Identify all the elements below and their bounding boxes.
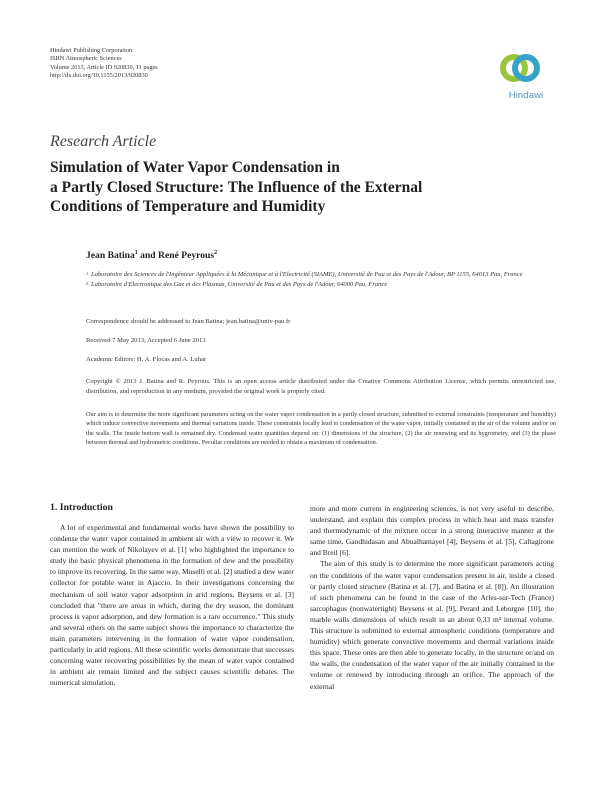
journal-name: ISRN Atmospheric Sciences	[50, 55, 122, 63]
paragraph: The aim of this study is to determine the more significant parameters acting on the conditions of the water vapor condensation present in air, inside a closed or partly closed structure (Batina et al. [7], and Batina et al. [8]). An illustration of such phenomena can be found in the case of the Arles-sur-Tech (France) sarcophagus (nonwatertight) Beysens et al. [9], Perard and Leborgne [10], the marble walls dimensions of which result in an about 0.33 m³ internal volume. This structure is submitted to external atmospheric conditions (temperature and humidity) which generate convective movements and thermal variations inside this space. These ones are then able to generate locally, in the structure or/and on the walls, the condensation of the water vapor of the air initially contained in the volume or renewed by introducing through an orifice. The approach of the external	[310, 559, 554, 691]
abstract: Our aim is to determine the more significant parameters acting on the water vapor condensation in a partly closed structure, submitted to external constraints (temperature and humidity) which induce convective movements and thermal variations inside. These constraints locally lead to condensation of the water vapor, initially contained in the air of the volume and/or on the walls. The inside bottom wall is remained dry. Condensed water quantities depend on: (1) dimensions of the structure, (2) the air renewing and its hygrometry, and (3) the phase between thermal and hydrometric conditions. Peculiar conditions are needed to obtain a maximum of condensation.	[86, 411, 556, 446]
affiliation-mark: 1	[86, 271, 89, 276]
title-line: Conditions of Temperature and Humidity	[50, 198, 326, 215]
affiliation-text: Laboratoire d'Electronique des Gaz et des Plasmas, Université de Pau et des Pays de l'Adour, 64000 Pau, France	[91, 280, 388, 288]
hindawi-logo-text: Hindawi	[508, 90, 544, 101]
paragraph: more and more current in engineering sciences, is not very useful to describe, understand, and explain this complex process in which heat and mass transfer and thermodynamic of the mixture occur in a strong interactive manner at the same time, Gandhidasan and Abualhamayel [4], Beysens et al. [5], Caltagirone and Breil [6].	[310, 504, 554, 558]
section-heading: 1. Introduction	[50, 502, 113, 513]
copyright-notice: Copyright © 2013 J. Batina and R. Peyrous. This is an open access article distributed under the Creative Commons Attribution License, which permits unrestricted use, distribution, and reproduction in any medium, provided the original work is properly cited.	[86, 378, 556, 395]
author-name: Jean Batina	[86, 250, 135, 262]
title-line: a Partly Closed Structure: The Influence of the External	[50, 178, 423, 196]
doi-link[interactable]: http://dx.doi.org/10.1155/2013/920830	[50, 72, 148, 80]
affiliation-mark: 2	[86, 280, 89, 286]
affiliations	[86, 270, 556, 289]
academic-editors: Academic Editors: H. A. Flocas and A. Luhar	[86, 356, 207, 363]
paragraph: A lot of experimental and fundamental works have shown the possibility to condense the water vapor contained in ambient air with a view to recover it. We can mention the work of Nikolayev et al. [1] who highlighted the importance to study the basic physical phenomena in the formation of dew and the possibility to improve its recovering. In the same way, Muselli et al. [2] studied a dew water collector for potable water in Ajaccio. In their investigations concerning the mechanism of soil water vapor adsorption in arid regions, Beysens et al. [3] concluded that "there are areas in which, during the dry season, the dominant process is vapor adsorption, and dew formation is a rare occurrence." This study and several others on the same subject shows the importance to characterize the main parameters intervening in the formation of water vapor condensation, particularly in arid regions. All these scientific works demonstrate that successes concerning water recovering possibilities by the mean of water vapor contained in ambient air remain limited and the subject causes scientific debates. The numerical simulation,	[50, 523, 294, 688]
author-affiliation-mark: 1	[134, 250, 138, 256]
author-name: René Peyrous	[158, 250, 215, 262]
affiliation-item	[86, 280, 556, 290]
affiliation-item	[86, 270, 556, 280]
publisher-name: Hindawi Publishing Corporation	[50, 47, 133, 54]
author-separator: and	[137, 250, 159, 262]
article-title	[50, 158, 480, 217]
author-list	[86, 250, 217, 261]
right-column	[310, 503, 554, 692]
title-line: Simulation of Water Vapor Condensation in	[50, 159, 340, 176]
article-type: Research Article	[50, 133, 157, 150]
author-affiliation-mark: 2	[214, 250, 218, 256]
received-date: Received 7 May 2013; Accepted 6 June 2013	[86, 337, 206, 344]
volume-info: Volume 2013, Article ID 920830, 11 pages	[50, 63, 158, 71]
affiliation-text: Laboratoire des Sciences de l'Ingénieur Appliquées à la Mécanique et à l'Electricité (SIAME), Université de Pau et des Pays de l'Adour, BP 1155, 64013 Pau, France	[91, 271, 523, 278]
left-column	[50, 522, 294, 688]
correspondence: Correspondence should be addressed to Jean Batina; jean.batina@univ-pau.fr	[86, 318, 291, 325]
publication-info	[50, 47, 158, 81]
